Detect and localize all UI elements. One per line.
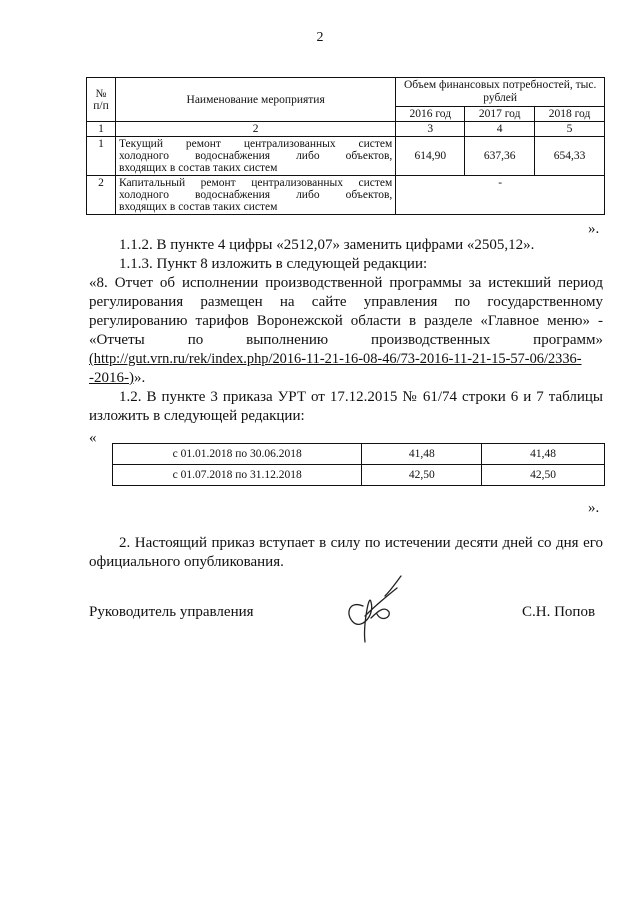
table-row: [113, 465, 605, 486]
financial-needs-table: [86, 77, 605, 215]
header-year-2017: 2017 год: [465, 107, 535, 122]
opening-quote: «: [89, 430, 97, 446]
signatory-name: С.Н. Попов: [522, 604, 596, 620]
signatory-title: Руководитель управления: [89, 604, 254, 620]
spread-word: выполнению: [246, 332, 329, 348]
row-name: [115, 137, 395, 176]
paragraph-8-line: «8. Отчет об исполнении производственной программы за истекший период: [89, 275, 603, 291]
index-cell: 5: [535, 122, 605, 137]
header-volume: Объем финансовых потребностей, тыс. рублей: [396, 78, 605, 107]
spread-word: «Отчеты: [89, 332, 145, 348]
header-year-2018: 2018 год: [535, 107, 605, 122]
paragraph-1-1-3: 1.1.3. Пункт 8 изложить в следующей редакции:: [119, 256, 428, 272]
paragraph-8-end: ».: [134, 370, 146, 386]
row-merged-value: -: [396, 176, 605, 215]
header-year-2016: 2016 год: [396, 107, 465, 122]
index-cell: 2: [115, 122, 395, 137]
page-number: 2: [316, 30, 324, 45]
table-header-row: [87, 78, 605, 107]
table-index-row: [87, 122, 605, 137]
paragraph-8-line: [89, 350, 603, 369]
index-cell: 1: [87, 122, 116, 137]
paragraph-1-2-line: изложить в следующей редакции:: [89, 408, 305, 424]
spread-word: программ»: [533, 332, 603, 348]
reports-link-continued[interactable]: -2016-): [89, 370, 134, 386]
value-cell: 42,50: [482, 465, 605, 486]
row-value-2018: 654,33: [535, 137, 605, 176]
row-value-2017: 637,36: [465, 137, 535, 176]
row-name-line: Текущий ремонт централизованных систем: [118, 138, 393, 150]
spread-word: по: [187, 332, 204, 348]
closing-quote: ».: [588, 500, 600, 516]
row-name-line: входящих в состав таких систем: [118, 201, 278, 213]
row-name-line: Капитальный ремонт централизованных систем: [118, 177, 393, 189]
index-cell: 4: [465, 122, 535, 137]
value-cell: 42,50: [362, 465, 482, 486]
paragraph-1-2-line: 1.2. В пункте 3 приказа УРТ от 17.12.2015 № 61/74 строки 6 и 7 таблицы: [119, 389, 603, 405]
spread-word: производственных: [371, 332, 491, 348]
handwritten-signature: [335, 566, 405, 646]
row-name-line: холодного водоснабжения либо объектов,: [118, 150, 393, 162]
header-name: Наименование мероприятия: [115, 78, 395, 122]
tariff-table: [112, 443, 605, 486]
period-cell: с 01.01.2018 по 30.06.2018: [113, 444, 362, 465]
row-value-2016: 614,90: [396, 137, 465, 176]
row-name: [115, 176, 395, 215]
row-name-line: холодного водоснабжения либо объектов,: [118, 189, 393, 201]
header-num: № п/п: [87, 78, 116, 122]
closing-quote: ».: [588, 221, 600, 237]
table-row: [113, 444, 605, 465]
paragraph-8-line: [89, 331, 603, 350]
paragraph-8-line: [89, 369, 603, 388]
row-num: 1: [87, 137, 116, 176]
paragraph-1-1-2: 1.1.2. В пункте 4 цифры «2512,07» заменить цифрами «2505,12».: [119, 237, 535, 253]
reports-link[interactable]: (http://gut.vrn.ru/rek/index.php/2016-11-21-16-08-46/73-2016-11-21-15-57-06/2336-: [89, 351, 582, 367]
paragraph-8-line: регулирования размещен на сайте управления по государственному: [89, 294, 603, 310]
period-cell: с 01.07.2018 по 31.12.2018: [113, 465, 362, 486]
index-cell: 3: [396, 122, 465, 137]
amendment-text: [89, 236, 603, 426]
table-row: [87, 137, 605, 176]
paragraph-8-line: регулированию тарифов Воронежской области в разделе «Главное меню» -: [89, 313, 603, 329]
row-num: 2: [87, 176, 116, 215]
value-cell: 41,48: [482, 444, 605, 465]
paragraph-2-line: официального опубликования.: [89, 554, 284, 570]
value-cell: 41,48: [362, 444, 482, 465]
row-name-line: входящих в состав таких систем: [118, 162, 278, 174]
table-row: [87, 176, 605, 215]
paragraph-2-line: 2. Настоящий приказ вступает в силу по истечении десяти дней со дня его: [119, 535, 603, 551]
